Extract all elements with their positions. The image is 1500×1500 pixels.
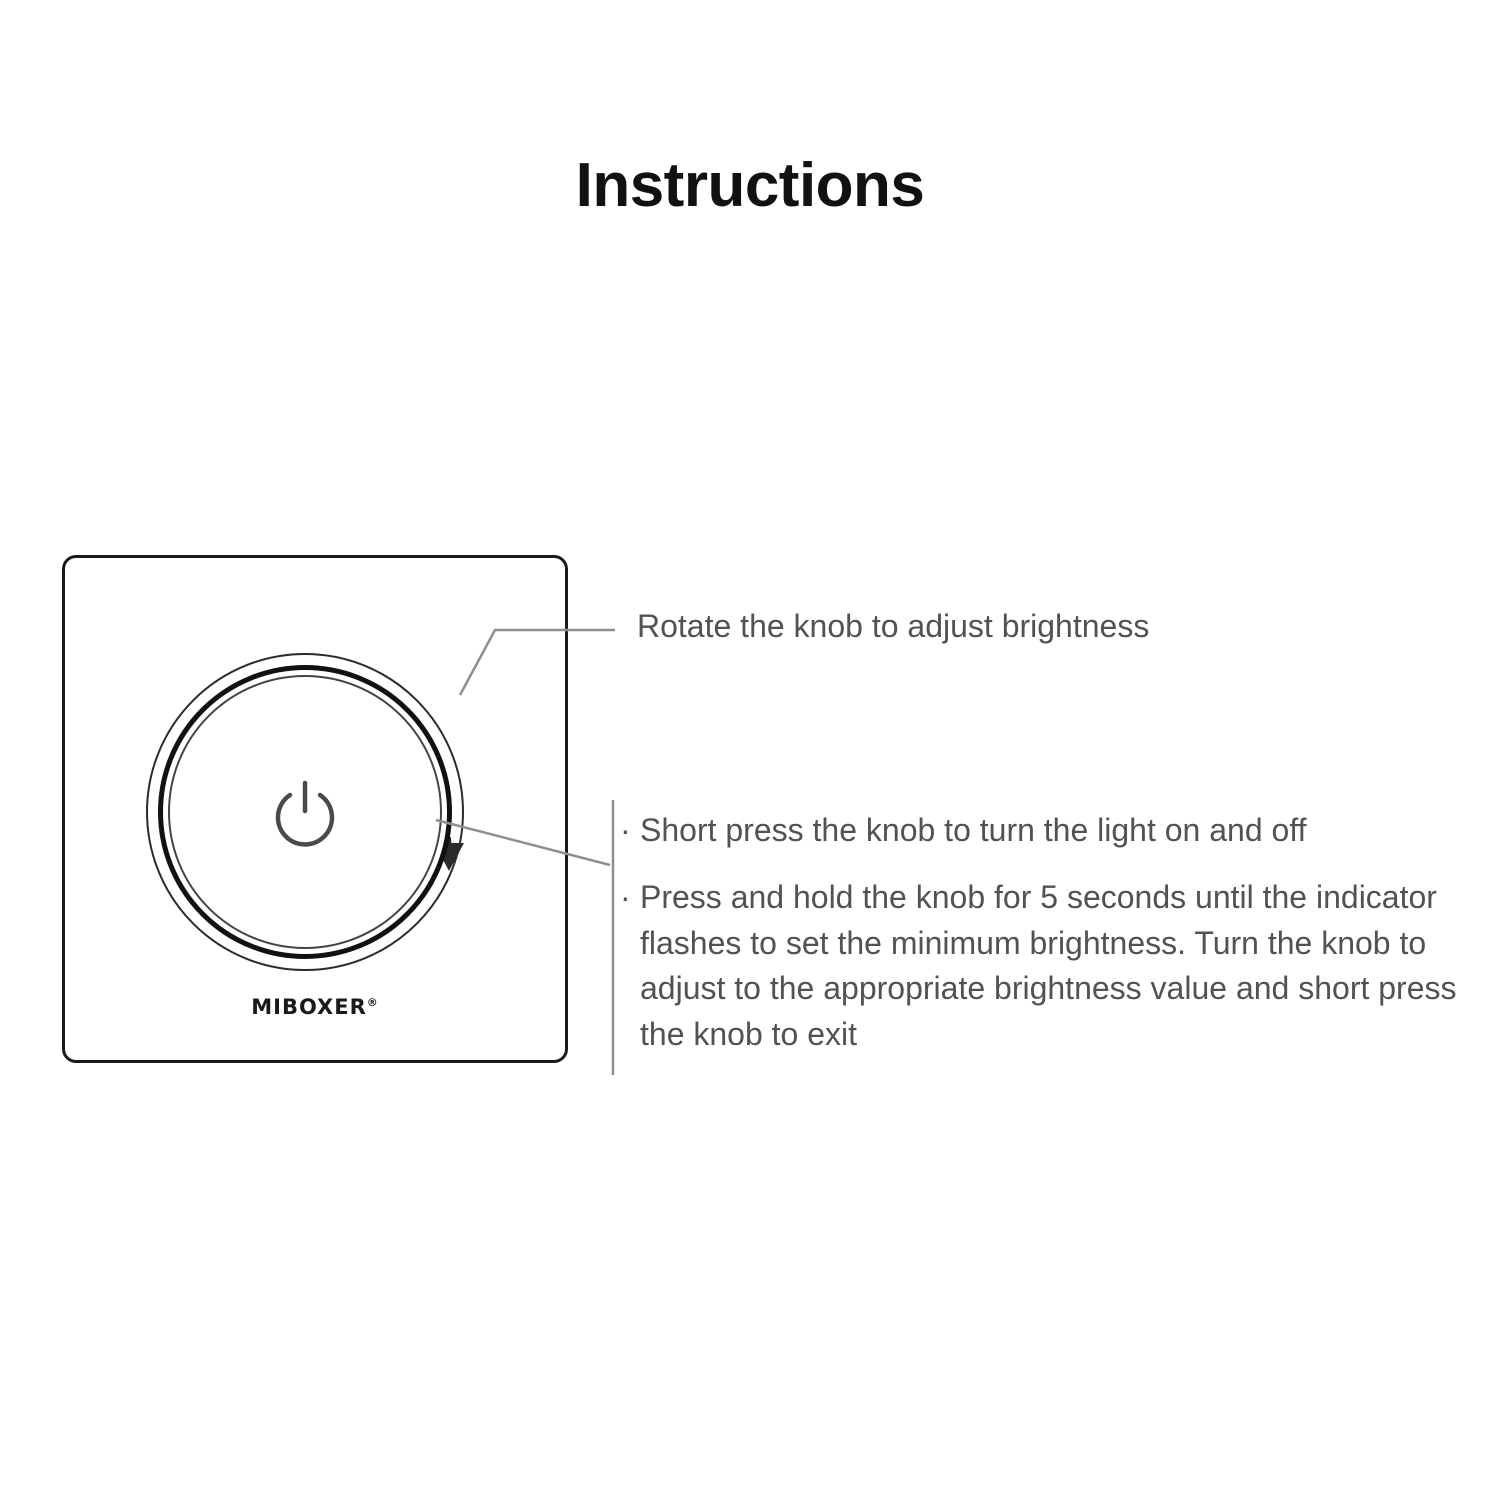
callout-bullet-1-text: Short press the knob to turn the light on and off [640,812,1307,848]
callout-bullet-2-text: Press and hold the knob for 5 seconds until the indicator flashes to set the minimum brightness. Turn the knob to adjust to the appropriate brightness value and short press the knob to exit [640,879,1457,1052]
callout-rotate-text: Rotate the knob to adjust brightness [637,608,1150,644]
device-diagram [62,555,572,1067]
bullet-marker: · [620,812,631,848]
callout-bullet-2 [620,875,1460,1057]
callout-bullet-1 [620,808,1460,853]
brand-label [62,995,568,1019]
page-title: Instructions [575,151,925,220]
bullet-marker: · [620,879,631,916]
callout-press-group [620,808,1460,1079]
brand-superscript: ® [366,996,379,1009]
brand-name: MIBOXER [251,995,367,1019]
power-icon[interactable] [268,777,342,851]
